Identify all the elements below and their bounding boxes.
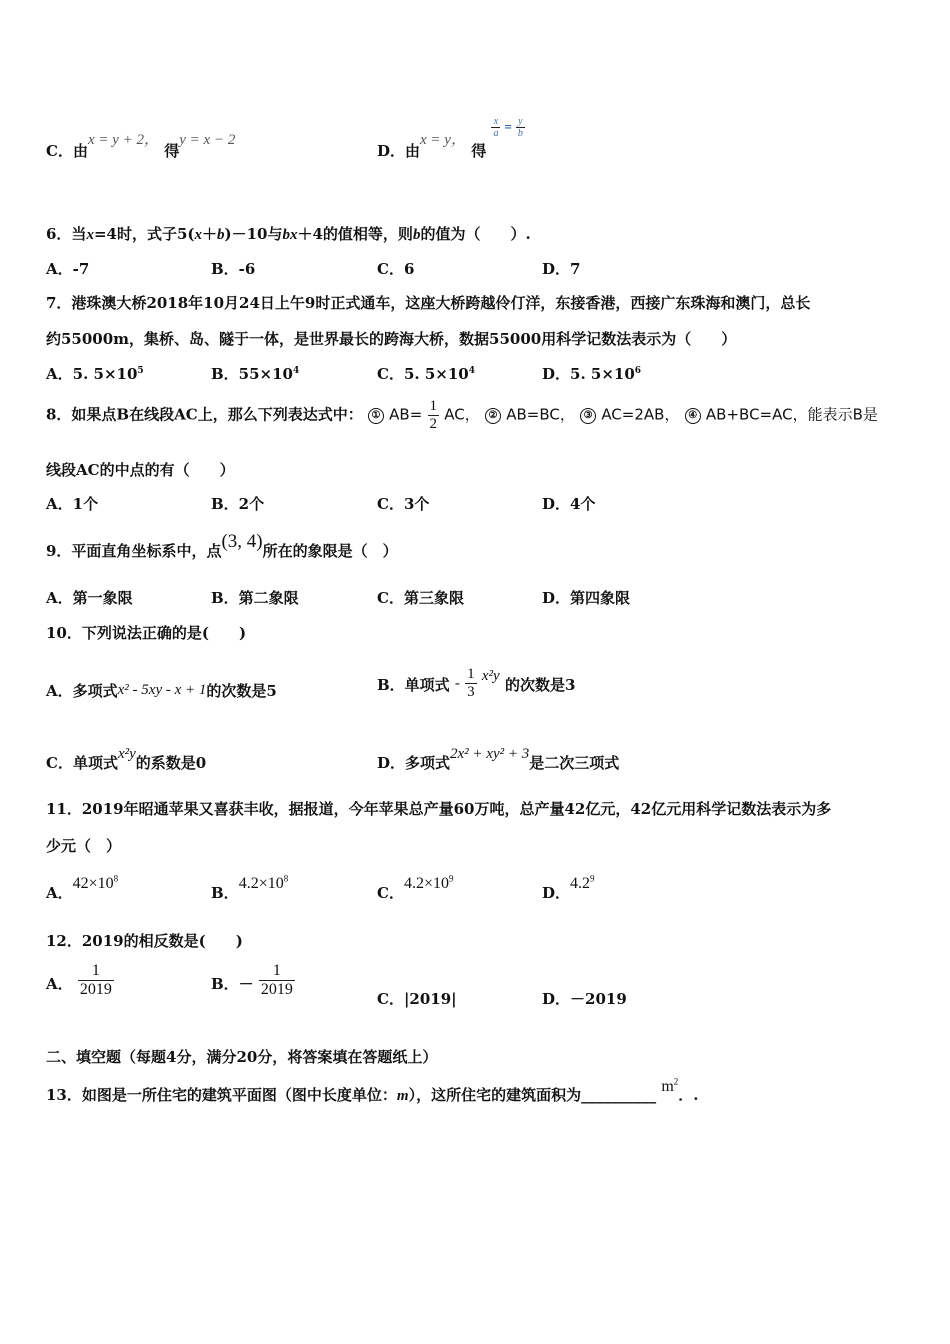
q8-expr4: AB+BC=AC，能表示B是 [705, 405, 878, 424]
q6-var-bx: bx [282, 227, 298, 243]
q8-stem-line1 [46, 398, 878, 433]
q13-unit-var: m [396, 1088, 409, 1104]
q6-var-x2: x [194, 227, 202, 243]
q10-c-expr: x²y [117, 746, 136, 762]
q10-option-b [377, 666, 575, 701]
q10-a-expr: x² - 5xy - x + 1 [117, 682, 207, 698]
q8-expr1a: AB= [389, 405, 423, 424]
q13-answer-blank[interactable]: __________ [581, 1086, 657, 1104]
q6-plus: ＋ [201, 225, 217, 243]
q5-c-mid: 得 [164, 142, 180, 160]
q6-var-x: x [86, 227, 94, 243]
q11-d-base: 4.2 [570, 875, 591, 892]
q9-option-b: B．第二象限 [211, 589, 299, 607]
q12-b-num: 1 [272, 962, 281, 979]
q6-text-b: =4时，式子5( [93, 225, 195, 243]
q10-b-tail: 的次数是3 [504, 675, 576, 694]
q11-option-d [542, 873, 595, 903]
q5-d-frac-r-den: b [517, 128, 523, 139]
q12-option-d: D．－2019 [542, 990, 627, 1008]
q5-d-label: D．由 [377, 142, 421, 160]
q10-c-label: C．单项式 [46, 754, 118, 772]
q6-var-b1: b [217, 227, 225, 243]
q11-c-base: 4.2×10 [403, 875, 449, 892]
q8-option-a: A．1个 [46, 495, 99, 513]
q10-d-expr: 2x² + xy² + 3 [450, 746, 530, 762]
q6-option-d: D．7 [542, 260, 581, 278]
q8-circle-3: ③ [580, 408, 596, 424]
q5-d-expr1: x = y， [420, 132, 466, 148]
q8-frac-den: 2 [429, 416, 438, 432]
q7-a-exp: 5 [137, 366, 144, 376]
q8-expr1b: AC， [444, 405, 480, 424]
q12-a-label: A． [46, 974, 73, 993]
q5-d-frac-r-num: y [518, 116, 523, 127]
q5-d-frac-l-den: a [493, 128, 499, 139]
q10-option-c [46, 746, 207, 773]
q13-text-a: 13．如图是一所住宅的建筑平面图（图中长度单位： [46, 1086, 397, 1104]
q8-circle-4: ④ [685, 408, 701, 424]
q10-c-tail: 的系数是0 [135, 754, 207, 772]
q10-b-sign: - [454, 675, 460, 692]
q9-option-c: C．第三象限 [377, 589, 464, 607]
q12-b-label: B．－ [211, 974, 254, 993]
q7-a-base: A．5. 5×10 [46, 365, 138, 383]
q9-option-d: D．第四象限 [542, 589, 631, 607]
q8-text-a: 8．如果点B在线段AC上，那么下列表达式中： [46, 405, 363, 424]
q11-a-exp: 8 [113, 873, 119, 884]
q11-a-label: A． [46, 884, 73, 902]
q9-text-a: 9．平面直角坐标系中，点 [46, 542, 222, 560]
q7-option-a [46, 363, 144, 384]
q5-option-c [46, 132, 236, 161]
q10-d-label: D．多项式 [377, 754, 451, 772]
q12-b-den: 2019 [260, 981, 293, 998]
q10-option-a [46, 680, 277, 701]
q9-point: (3, 4) [221, 531, 263, 552]
q6-stem [46, 223, 531, 244]
q8-circle-2: ② [485, 408, 501, 424]
q5-d-frac-l-num: x [493, 116, 499, 127]
q8-option-b: B．2个 [211, 495, 265, 513]
q8-expr2: AB=BC， [506, 405, 575, 424]
q5-d-mid: 得 [471, 142, 487, 160]
q6-text-e: 的值为（ ）. [420, 225, 531, 243]
q7-b-base: B．55×10 [211, 365, 293, 383]
q11-a-base: 42×10 [72, 875, 114, 892]
q6-option-a: A．-7 [46, 260, 90, 278]
q10-b-var: x²y [481, 667, 500, 684]
q10-stem: 10．下列说法正确的是( ) [46, 624, 247, 642]
q6-var-b2: b [412, 227, 421, 243]
q13-unit: m [661, 1078, 674, 1095]
q9-text-b: 所在的象限是（ ） [262, 542, 398, 560]
q7-option-d [542, 363, 641, 384]
q7-d-exp: 6 [634, 366, 642, 376]
q12-option-c: C．|2019| [377, 990, 457, 1008]
q7-b-exp: 4 [293, 366, 300, 376]
q8-option-c: C．3个 [377, 495, 430, 513]
section-title: 二、填空题（每题4分，满分20分，将答案填在答题纸上） [46, 1048, 438, 1066]
q8-frac-num: 1 [429, 398, 438, 414]
q11-b-base: 4.2×10 [238, 875, 284, 892]
q8-option-d: D．4个 [542, 495, 596, 513]
q5-option-d [377, 116, 525, 165]
q10-b-num: 1 [467, 666, 475, 682]
q5-d-fractions [491, 116, 524, 139]
q7-d-base: D．5. 5×10 [542, 365, 635, 383]
q7-stem-line1: 7．港珠澳大桥2018年10月24日上午9时正式通车，这座大桥跨越伶仃洋，东接香港，西接广东珠海和澳门，总长 [46, 294, 811, 312]
q7-option-c [377, 363, 475, 384]
q13-unit-exp: 2 [673, 1076, 679, 1087]
q6-option-c: C．6 [377, 260, 415, 278]
q11-c-label: C． [377, 884, 404, 902]
q11-option-b [211, 873, 289, 903]
q7-c-exp: 4 [468, 366, 475, 376]
q10-a-label: A．多项式 [46, 682, 118, 700]
q11-option-c [377, 873, 454, 903]
q12-stem: 12．2019的相反数是( ) [46, 932, 243, 950]
q6-text-a: 6．当 [46, 225, 87, 243]
q11-stem-line2: 少元（ ） [46, 837, 122, 855]
q12-a-den: 2019 [79, 981, 112, 998]
q10-d-tail: 是二次三项式 [529, 754, 620, 772]
q10-b-label: B．单项式 [377, 675, 450, 694]
q5-c-expr2: y = x − 2 [179, 132, 236, 148]
q8-expr3: AC=2AB， [601, 405, 680, 424]
q10-a-tail: 的次数是5 [206, 682, 277, 700]
q11-b-label: B． [211, 884, 239, 902]
q6-option-b: B．-6 [211, 260, 256, 278]
q8-circle-1: ① [368, 408, 384, 424]
q11-option-a [46, 873, 119, 903]
q11-d-exp: 9 [590, 873, 595, 884]
q12-option-b [211, 962, 295, 999]
q11-c-exp: 9 [448, 873, 454, 884]
q7-option-b [211, 363, 299, 384]
q9-option-a: A．第一象限 [46, 589, 133, 607]
q12-option-a [46, 962, 114, 999]
q9-stem [46, 531, 398, 562]
q5-c-expr1: x = y + 2， [87, 132, 160, 148]
q6-text-d: ＋4的值相等，则 [297, 225, 413, 243]
q5-c-label: C．由 [46, 142, 88, 160]
q7-stem-line2: 约55000m，集桥、岛、隧于一体，是世界最长的跨海大桥，数据55000用科学记数法表示为（ ） [46, 330, 737, 348]
q11-stem-line1: 11．2019年昭通苹果又喜获丰收，据报道，今年苹果总产量60万吨，总产量42亿元，42亿元用科学记数法表示为多 [46, 800, 832, 818]
q13-stem [46, 1076, 699, 1105]
q11-d-label: D． [542, 884, 571, 902]
q13-tail: ．. [678, 1086, 699, 1104]
q8-stem-line2: 线段AC的中点的有（ ） [46, 461, 235, 479]
q7-c-base: C．5. 5×10 [377, 365, 469, 383]
q13-text-b: ），这所住宅的建筑面积为 [408, 1086, 582, 1104]
q10-option-d [377, 746, 620, 773]
q12-a-num: 1 [91, 962, 100, 979]
q11-b-exp: 8 [283, 873, 289, 884]
q6-text-c: )－10与 [224, 225, 283, 243]
q5-d-eq: = [503, 122, 513, 133]
q10-b-den: 3 [467, 684, 475, 700]
